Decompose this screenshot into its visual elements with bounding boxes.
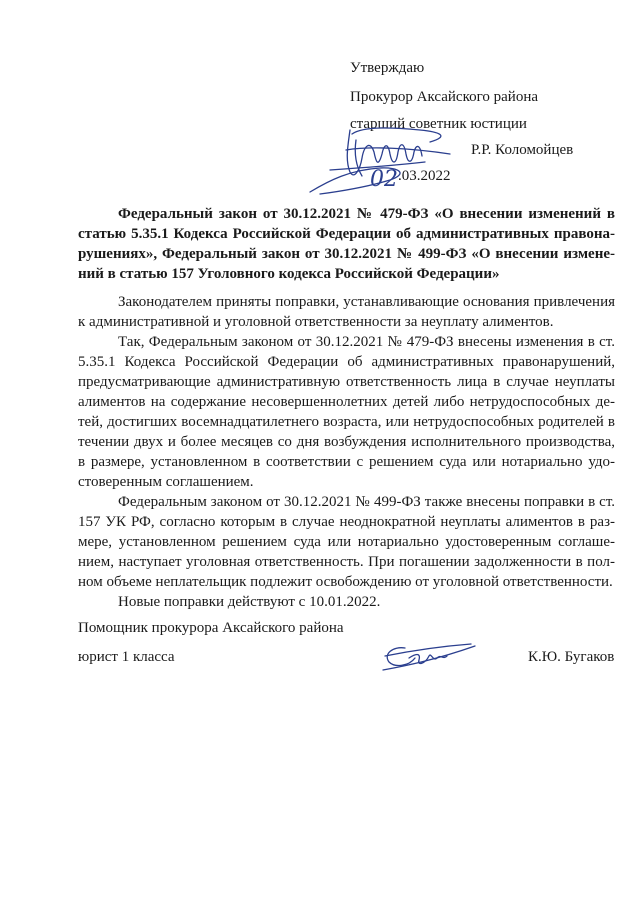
document-title <box>78 204 615 284</box>
body-line: Новые поправки действуют с 10.01.2022. <box>118 594 381 610</box>
title-line: Федеральный закон от 30.12.2021 № 479-ФЗ «О внесении изменений в <box>118 206 615 222</box>
assistant-signature <box>375 636 485 676</box>
signer-rank: юрист 1 класса <box>78 649 175 665</box>
paragraph-1 <box>78 292 615 332</box>
body-line: стоверенным соглашением. <box>78 474 254 490</box>
body-line: течении двух и более месяцев со дня возбуждения исполнительного производства, <box>78 434 615 450</box>
body-line: алиментов на содержание несовершеннолетних детей либо нетрудоспособных де- <box>78 394 615 410</box>
body-line: Законодателем приняты поправки, устанавливающие основания привлечения <box>118 294 615 310</box>
document-body <box>78 292 615 612</box>
title-line: ний в статью 157 Уголовного кодекса Российской Федерации» <box>78 266 500 282</box>
approve-label: Утверждаю <box>350 60 425 76</box>
paragraph-2 <box>78 332 615 492</box>
signer-position: Помощник прокурора Аксайского района <box>78 620 344 636</box>
approver-position: Прокурор Аксайского района <box>350 89 539 105</box>
paragraph-4 <box>78 592 615 612</box>
body-line: предусматривающие административную ответственность лица в случае неуплаты <box>78 374 615 390</box>
body-line: в размере, установленном в соответствии с решением суда или нотариально удо- <box>78 454 615 470</box>
approval-date: .03.2022 <box>398 168 451 184</box>
body-line: Федеральным законом от 30.12.2021 № 499-ФЗ также внесены поправки в ст. <box>118 494 615 510</box>
paragraph-3 <box>78 492 615 592</box>
body-line: Так, Федеральным законом от 30.12.2021 № 479-ФЗ внесены изменения в ст. <box>118 334 615 350</box>
title-line: статью 5.35.1 Кодекса Российской Федерации об административных правона- <box>78 226 615 242</box>
body-line: к административной и уголовной ответственности за неуплату алиментов. <box>78 314 554 330</box>
body-line: ном объеме неплательщик подлежит освобождению от уголовной ответственности. <box>78 574 613 590</box>
approval-day-handwritten: 02 <box>370 167 398 192</box>
body-line: 5.35.1 Кодекса Российской Федерации об административных правонарушений, <box>78 354 615 370</box>
body-line: мере, установленном решением суда или нотариально удостоверенным соглаше- <box>78 534 615 550</box>
body-line: 157 УК РФ, согласно которым в случае неоднократной неуплаты алиментов в раз- <box>78 514 615 530</box>
prosecutor-signature <box>290 110 480 200</box>
body-line: нием, наступает уголовная ответственность. При погашении задолженности в пол- <box>78 554 615 570</box>
approver-name: Р.Р. Коломойцев <box>471 142 574 158</box>
body-line: тей, достигших восемнадцатилетнего возраста, или нетрудоспособных родителей в <box>78 414 615 430</box>
signer-name: К.Ю. Бугаков <box>528 649 615 665</box>
approver-rank: старший советник юстиции <box>350 116 527 132</box>
title-line: рушениях», Федеральный закон от 30.12.2021 № 499-ФЗ «О внесении измене- <box>78 246 615 262</box>
